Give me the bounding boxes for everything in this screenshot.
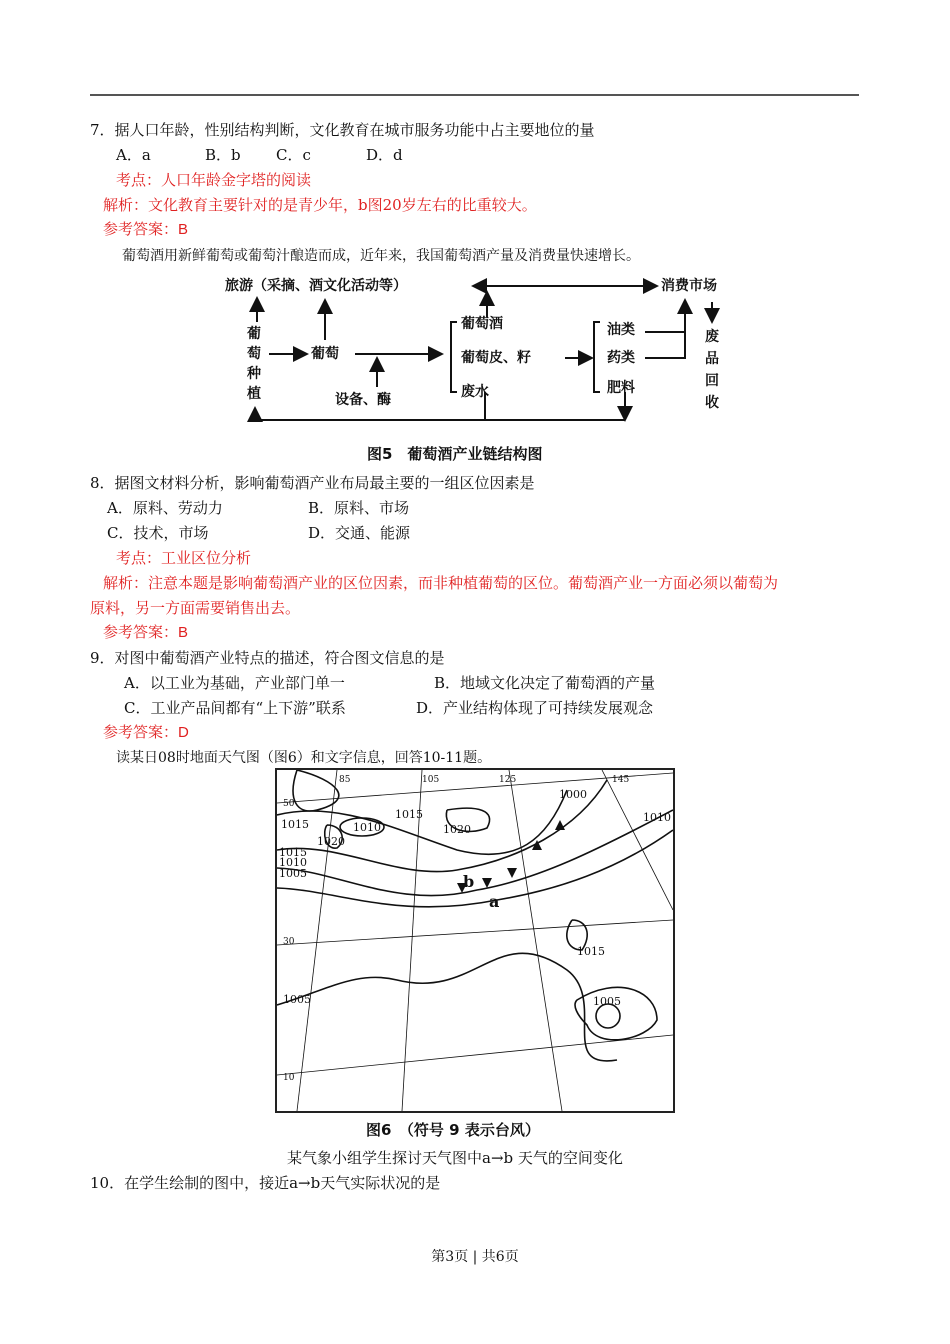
isobar-label: 1015	[577, 945, 605, 958]
q7-stem: 7．据人口年龄，性别结构判断，文化教育在城市服务功能中占主要地位的量	[90, 121, 595, 139]
isobar-label: 1000	[559, 788, 587, 801]
q8-option-c: C．技术，市场	[107, 524, 209, 542]
isobar-label: 1005	[283, 993, 311, 1006]
node-fertilizer: 肥料	[607, 380, 635, 396]
q7-answer: 参考答案：B	[103, 221, 189, 238]
node-medicine: 药类	[607, 350, 635, 366]
isobar-label: 1015	[395, 808, 423, 821]
q7-kaodian: 考点：人口年龄金字塔的阅读	[116, 171, 312, 189]
isobar-label: 1010	[353, 821, 381, 834]
q9-option-a: A．以工业为基础，产业部门单一	[124, 674, 345, 692]
q9-option-d: D．产业结构体现了可持续发展观念	[416, 699, 654, 717]
q7-option-a: A．a	[116, 146, 151, 164]
lon-label: 125	[499, 775, 517, 785]
node-oil: 油类	[607, 322, 635, 338]
isobar-label: 1020	[443, 823, 471, 836]
figure-5-flowchart	[225, 272, 745, 472]
isobar-label: 1020	[317, 835, 345, 848]
lat-label: 50	[283, 799, 295, 809]
q8-stem: 8．据图文材料分析，影响葡萄酒产业布局最主要的一组区位因素是	[90, 474, 535, 492]
q8-kaodian: 考点：工业区位分析	[116, 549, 252, 567]
node-recycle: 废品回收	[705, 329, 719, 411]
point-a: a	[489, 892, 500, 911]
isobar-label: 1015	[279, 846, 307, 859]
isobar-label: 1005	[279, 867, 307, 880]
node-waste-water: 废水	[461, 384, 489, 400]
node-planting: 葡萄种植	[247, 326, 261, 402]
q8-jiexi-2: 原料，另一方面需要销售出去。	[90, 599, 301, 617]
q7-jiexi: 解析：文化教育主要针对的是青少年，b图20岁左右的比重较大。	[103, 196, 537, 214]
isobar-label: 1010	[279, 856, 307, 869]
q8-option-a: A．原料、劳动力	[107, 499, 223, 517]
node-tourism: 旅游（采摘、酒文化活动等）	[225, 278, 407, 294]
q7-option-b: B．b	[205, 146, 241, 164]
flowchart-arrows	[225, 272, 745, 472]
point-b: b	[463, 872, 475, 891]
lat-label: 10	[283, 1073, 295, 1083]
figure-5-caption: 图5 葡萄酒产业链结构图	[367, 445, 543, 463]
q10-stem: 10．在学生绘制的图中，接近a→b天气实际状况的是	[90, 1174, 441, 1192]
isobar-label: 1010	[643, 811, 671, 824]
node-skin: 葡萄皮、籽	[461, 350, 531, 366]
q8-jiexi-1: 解析：注意本题是影响葡萄酒产业的区位因素，而非种植葡萄的区位。葡萄酒产业一方面必须以葡萄为	[103, 574, 779, 592]
q9-answer: 参考答案：D	[103, 724, 189, 741]
node-equipment: 设备、酶	[335, 392, 391, 408]
intro-group: 某气象小组学生探讨天气图中a→b 天气的空间变化	[287, 1149, 623, 1167]
q8-option-d: D．交通、能源	[308, 524, 411, 542]
figure-6-caption: 图6 （符号 9 表示台风）	[366, 1121, 540, 1139]
lon-label: 145	[612, 775, 630, 785]
intro-q10: 读某日08时地面天气图（图6）和文字信息，回答10-11题。	[116, 750, 492, 766]
q7-option-d: D．d	[366, 146, 403, 164]
header-rule	[90, 94, 859, 96]
isobar-lines	[277, 770, 673, 1111]
page-footer: 第3页 | 共6页	[431, 1249, 519, 1265]
q8-option-b: B．原料、市场	[308, 499, 410, 517]
isobar-label: 1015	[281, 818, 309, 831]
q8-answer: 参考答案：B	[103, 624, 189, 641]
q9-option-b: B．地域文化决定了葡萄酒的产量	[434, 674, 656, 692]
q9-option-c: C．工业产品间都有“上下游”联系	[124, 699, 346, 717]
lon-label: 105	[422, 775, 440, 785]
node-wine: 葡萄酒	[461, 316, 503, 332]
isobar-label: 1005	[593, 995, 621, 1008]
node-market: 消费市场	[661, 278, 717, 294]
node-grape: 葡萄	[311, 346, 339, 362]
lat-label: 30	[283, 937, 295, 947]
q7-option-c: C．c	[276, 146, 311, 164]
q9-stem: 9．对图中葡萄酒产业特点的描述，符合图文信息的是	[90, 649, 445, 667]
lon-label: 85	[339, 775, 351, 785]
intro-q8: 葡萄酒用新鲜葡萄或葡萄汁酿造而成，近年来，我国葡萄酒产量及消费量快速增长。	[122, 248, 640, 264]
figure-6-weather-map	[275, 768, 675, 1113]
